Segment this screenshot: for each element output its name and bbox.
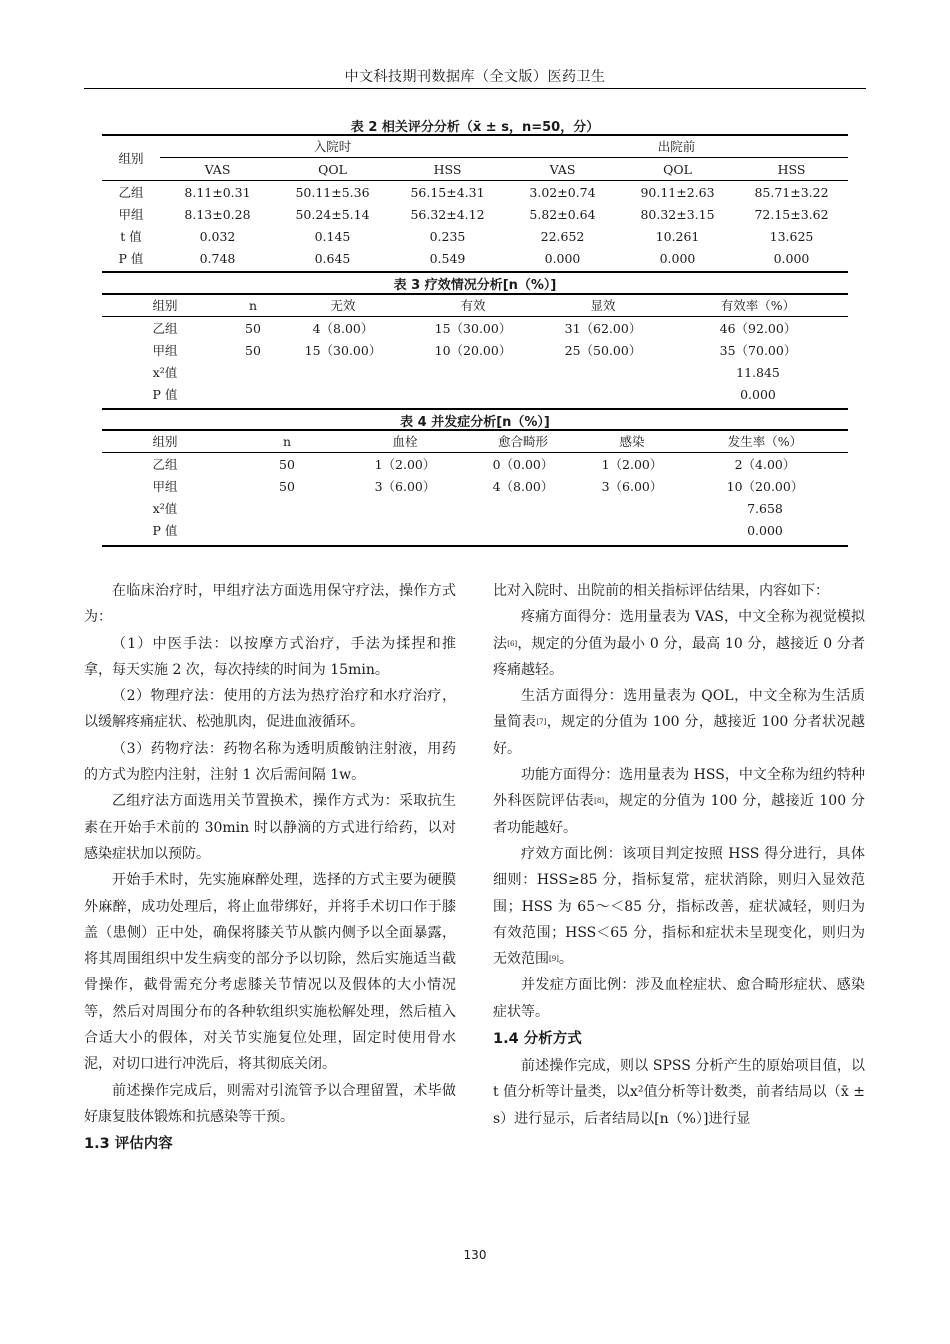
table-cell: 乙组 (152, 457, 178, 472)
table2-caption: 表 2 相关评分分析（x̄ ± s，n=50，分） (350, 120, 600, 135)
table3-col-header: 组别 (152, 298, 178, 313)
table-cell (228, 497, 346, 519)
table-row (102, 383, 848, 405)
table-cell: 4（8.00） (492, 479, 554, 494)
paragraph (493, 683, 865, 762)
citation-ref: [7] (536, 718, 547, 727)
paragraph-text: 疗效方面比例：该项目判定按照 HSS 得分进行，具体细则：HSS≥85 分，指标复常，症状消除，则归入显效范围；HSS 为 65～＜85 分，指标改善，症状减轻，则归为有效范围；HSS＜65 分，指标和症状未呈现变化，则归为无效范围 (493, 845, 865, 968)
table-cell: 1（2.00） (374, 457, 436, 472)
table4-bottom-rule (102, 545, 848, 547)
table-cell: 35（70.00） (719, 343, 797, 358)
table-cell: 56.32±4.12 (410, 206, 485, 222)
table-cell (278, 383, 408, 405)
citation-ref: [8] (594, 797, 605, 806)
paragraph-text: ，规定的分值为 100 分，越接近 100 分者状况越好。 (493, 714, 865, 757)
section-heading-1-3: 1.3 评估内容 (84, 1136, 173, 1153)
table-cell: 15（30.00） (434, 321, 512, 336)
paragraph: 乙组疗法方面选用关节置换术，操作方式为：采取抗生素在开始手术前的 30min 时以静滴的方式进行给药，以对感染症状加以预防。 (84, 793, 456, 862)
table-cell: x²值 (152, 365, 178, 380)
paragraph: 并发症方面比例：涉及血栓症状、愈合畸形症状、感染症状等。 (493, 977, 865, 1020)
table-cell (346, 519, 464, 541)
table-cell (228, 361, 278, 383)
table-cell: 31（62.00） (564, 321, 642, 336)
table-cell: 25（50.00） (564, 343, 642, 358)
table3 (102, 294, 848, 405)
paragraph-text: 疼痛方面得分：选用量表为 VAS，中文全称为视觉模拟法 (493, 609, 865, 652)
table-cell: 0.235 (429, 228, 466, 244)
table-cell: 15（30.00） (304, 343, 382, 358)
paragraph: 前述操作完成后，则需对引流管予以合理留置，术毕做好康复肢体锻炼和抗感染等干预。 (84, 1082, 456, 1125)
table3-col-header: 有效率（%） (720, 298, 796, 313)
table-cell: 3.02±0.74 (529, 184, 596, 200)
table-cell: t 值 (120, 229, 142, 244)
table4-caption: 表 4 并发症分析[n（%）] (400, 415, 550, 430)
paragraph: （1）中医手法：以按摩方式治疗，手法为揉捏和推拿，每天实施 2 次，每次持续的时间为 15min。 (84, 635, 456, 678)
right-column (493, 578, 865, 1132)
table2-col-header: VAS (549, 161, 576, 177)
table-cell: 50.11±5.36 (295, 184, 370, 200)
paragraph: 比对入院时、出院前的相关指标评估结果，内容如下： (493, 583, 829, 599)
table-row (102, 203, 848, 225)
table-row (102, 317, 848, 340)
table-cell (346, 497, 464, 519)
table-cell: 乙组 (152, 321, 178, 336)
table-cell (408, 383, 538, 405)
table-cell: 1（2.00） (601, 457, 663, 472)
table-cell: 0.145 (314, 228, 351, 244)
paragraph-text: 功能方面得分：选用量表为 HSS，中文全称为纽约特种外科医院评估表 (493, 767, 865, 810)
table3-bottom-rule (102, 408, 848, 410)
table-row (102, 339, 848, 361)
table-cell: 50 (279, 478, 295, 494)
table-cell: 10.261 (655, 228, 700, 244)
table-row (102, 361, 848, 383)
citation-ref: [6] (507, 639, 518, 648)
table2-group-header: 组别 (118, 150, 144, 166)
table3-col-header: 无效 (330, 298, 356, 313)
table2-col-header: HSS (777, 161, 806, 177)
table-cell: 50 (245, 342, 261, 358)
table-cell: 85.71±3.22 (754, 184, 829, 200)
table-cell: 0.748 (199, 250, 236, 266)
header-rule (84, 88, 866, 89)
table-cell: 0.549 (429, 250, 466, 266)
table-row (102, 475, 848, 497)
table-row (102, 181, 848, 204)
table4-col-header: 发生率（%） (727, 434, 803, 449)
table-cell: P 值 (118, 251, 144, 266)
table-cell: 7.658 (747, 500, 783, 516)
table-cell (464, 519, 582, 541)
table-cell: 甲组 (152, 479, 178, 494)
table-cell: 0.000 (747, 522, 783, 538)
table-row (102, 247, 848, 269)
table-cell: 0.645 (314, 250, 351, 266)
paragraph (493, 841, 865, 972)
table-cell: 8.11±0.31 (184, 184, 251, 200)
table-cell: 11.845 (736, 364, 780, 380)
table-cell: 3（6.00） (601, 479, 663, 494)
table-cell: 10（20.00） (726, 479, 804, 494)
table-cell: 90.11±2.63 (640, 184, 715, 200)
table2-discharge-header: 出院前 (505, 135, 848, 158)
table-cell: 甲组 (118, 207, 144, 222)
table-cell: 10（20.00） (434, 343, 512, 358)
table-cell (582, 519, 682, 541)
page-number: 130 (463, 1248, 487, 1262)
table-cell: 50 (279, 456, 295, 472)
table-cell: 0.000 (740, 386, 776, 402)
table-cell: 0.000 (544, 250, 581, 266)
table-cell: 乙组 (118, 185, 144, 200)
table2-admit-header: 入院时 (160, 135, 505, 158)
paragraph (493, 762, 865, 841)
table-cell: 50 (245, 320, 261, 336)
table3-col-header: 有效 (460, 298, 486, 313)
table-cell (464, 497, 582, 519)
paragraph-text: 生活方面得分：选用量表为 QOL，中文全称为生活质量简表 (493, 688, 865, 731)
table-cell (228, 383, 278, 405)
table2-col-header: QOL (318, 161, 347, 177)
table-row (102, 497, 848, 519)
table4-col-header: 感染 (619, 434, 645, 449)
paragraph-text: ，规定的分值为 100 分，越接近 100 分者功能越好。 (493, 793, 866, 836)
table-cell: 0（0.00） (492, 457, 554, 472)
table3-caption: 表 3 疗效情况分析[n（%）] (393, 278, 557, 293)
table-cell (582, 497, 682, 519)
table-cell: 56.15±4.31 (410, 184, 485, 200)
table2-bottom-rule (102, 271, 848, 273)
table-cell: 22.652 (540, 228, 585, 244)
table-cell: 50.24±5.14 (295, 206, 370, 222)
paragraph: （3）药物疗法：药物名称为透明质酸钠注射液，用药的方式为腔内注射，注射 1 次后需间隔 1w。 (84, 740, 456, 784)
table-cell: 5.82±0.64 (529, 206, 596, 222)
table4-col-header: n (282, 433, 292, 449)
table-cell (278, 361, 408, 383)
table4-col-header: 血栓 (392, 434, 418, 449)
journal-header: 中文科技期刊数据库（全文版）医药卫生 (344, 69, 606, 85)
section-heading-1-4: 1.4 分析方式 (493, 1031, 582, 1048)
table2-col-header: HSS (433, 161, 462, 177)
table-cell: 2（4.00） (734, 457, 796, 472)
citation-ref: [9] (549, 955, 559, 964)
table2-col-header: VAS (204, 161, 231, 177)
table-cell: 甲组 (152, 343, 178, 358)
table4-col-header: 愈合畸形 (497, 434, 548, 449)
table-cell (538, 361, 668, 383)
paragraph: （2）物理疗法：使用的方法为热疗治疗和水疗治疗，以缓解疼痛症状、松弛肌肉，促进血液循环。 (84, 688, 456, 731)
table-cell: P 值 (152, 387, 178, 402)
paragraph: 开始手术时，先实施麻醉处理，选择的方式主要为硬膜外麻醉，成功处理后，将止血带绑好，并将手术切口作于膝盖（患侧）正中处，确保将膝关节从髌内侧予以全面暴露，将其周围组织中发生病变的部分予以切除，然后实施适当截骨操作，截骨需充分考虑膝关节情况以及假体的大小情况等，然后对周围分布的各种软组织实施松解处理，然后植入合适大小的假体，对关节实施复位处理，固定时使用骨水泥，对切口进行冲洗后，将其彻底关闭。 (84, 872, 456, 1073)
table-cell: 72.15±3.62 (754, 206, 829, 222)
table-cell: 80.32±3.15 (640, 206, 715, 222)
table3-col-header: n (248, 297, 258, 313)
table-cell: 0.000 (659, 250, 696, 266)
table2 (102, 135, 848, 269)
paragraph: 前述操作完成，则以 SPSS 分析产生的原始项目值，以 t 值分析等计量类，以x²值分析等计数类，前者结局以（x̄ ± s）进行显示，后者结局以[n（%）]进行显 (493, 1058, 865, 1127)
table-cell: 0.032 (199, 228, 236, 244)
table-cell: 0.000 (773, 250, 810, 266)
table-cell (538, 383, 668, 405)
table-row (102, 453, 848, 476)
table-cell: 13.625 (769, 228, 814, 244)
table-cell (408, 361, 538, 383)
table-cell: x²值 (152, 501, 178, 516)
table2-col-header: QOL (663, 161, 692, 177)
table-cell (228, 519, 346, 541)
table-cell: 46（92.00） (719, 321, 797, 336)
table-cell: 3（6.00） (374, 479, 436, 494)
table-cell: 4（8.00） (312, 321, 374, 336)
table-row (102, 225, 848, 247)
table4-col-header: 组别 (152, 434, 178, 449)
left-column (84, 578, 456, 1158)
paragraph: 在临床治疗时，甲组疗法方面选用保守疗法，操作方式为： (84, 583, 456, 626)
table-row (102, 519, 848, 541)
paragraph (493, 604, 865, 683)
table-cell: 8.13±0.28 (184, 206, 251, 222)
table3-col-header: 显效 (590, 298, 616, 313)
paragraph-text: 。 (558, 951, 573, 968)
paragraph-text: ，规定的分值为最小 0 分，最高 10 分，越接近 0 分者疼痛越轻。 (493, 635, 865, 678)
table4 (102, 430, 848, 541)
table-cell: P 值 (152, 523, 178, 538)
